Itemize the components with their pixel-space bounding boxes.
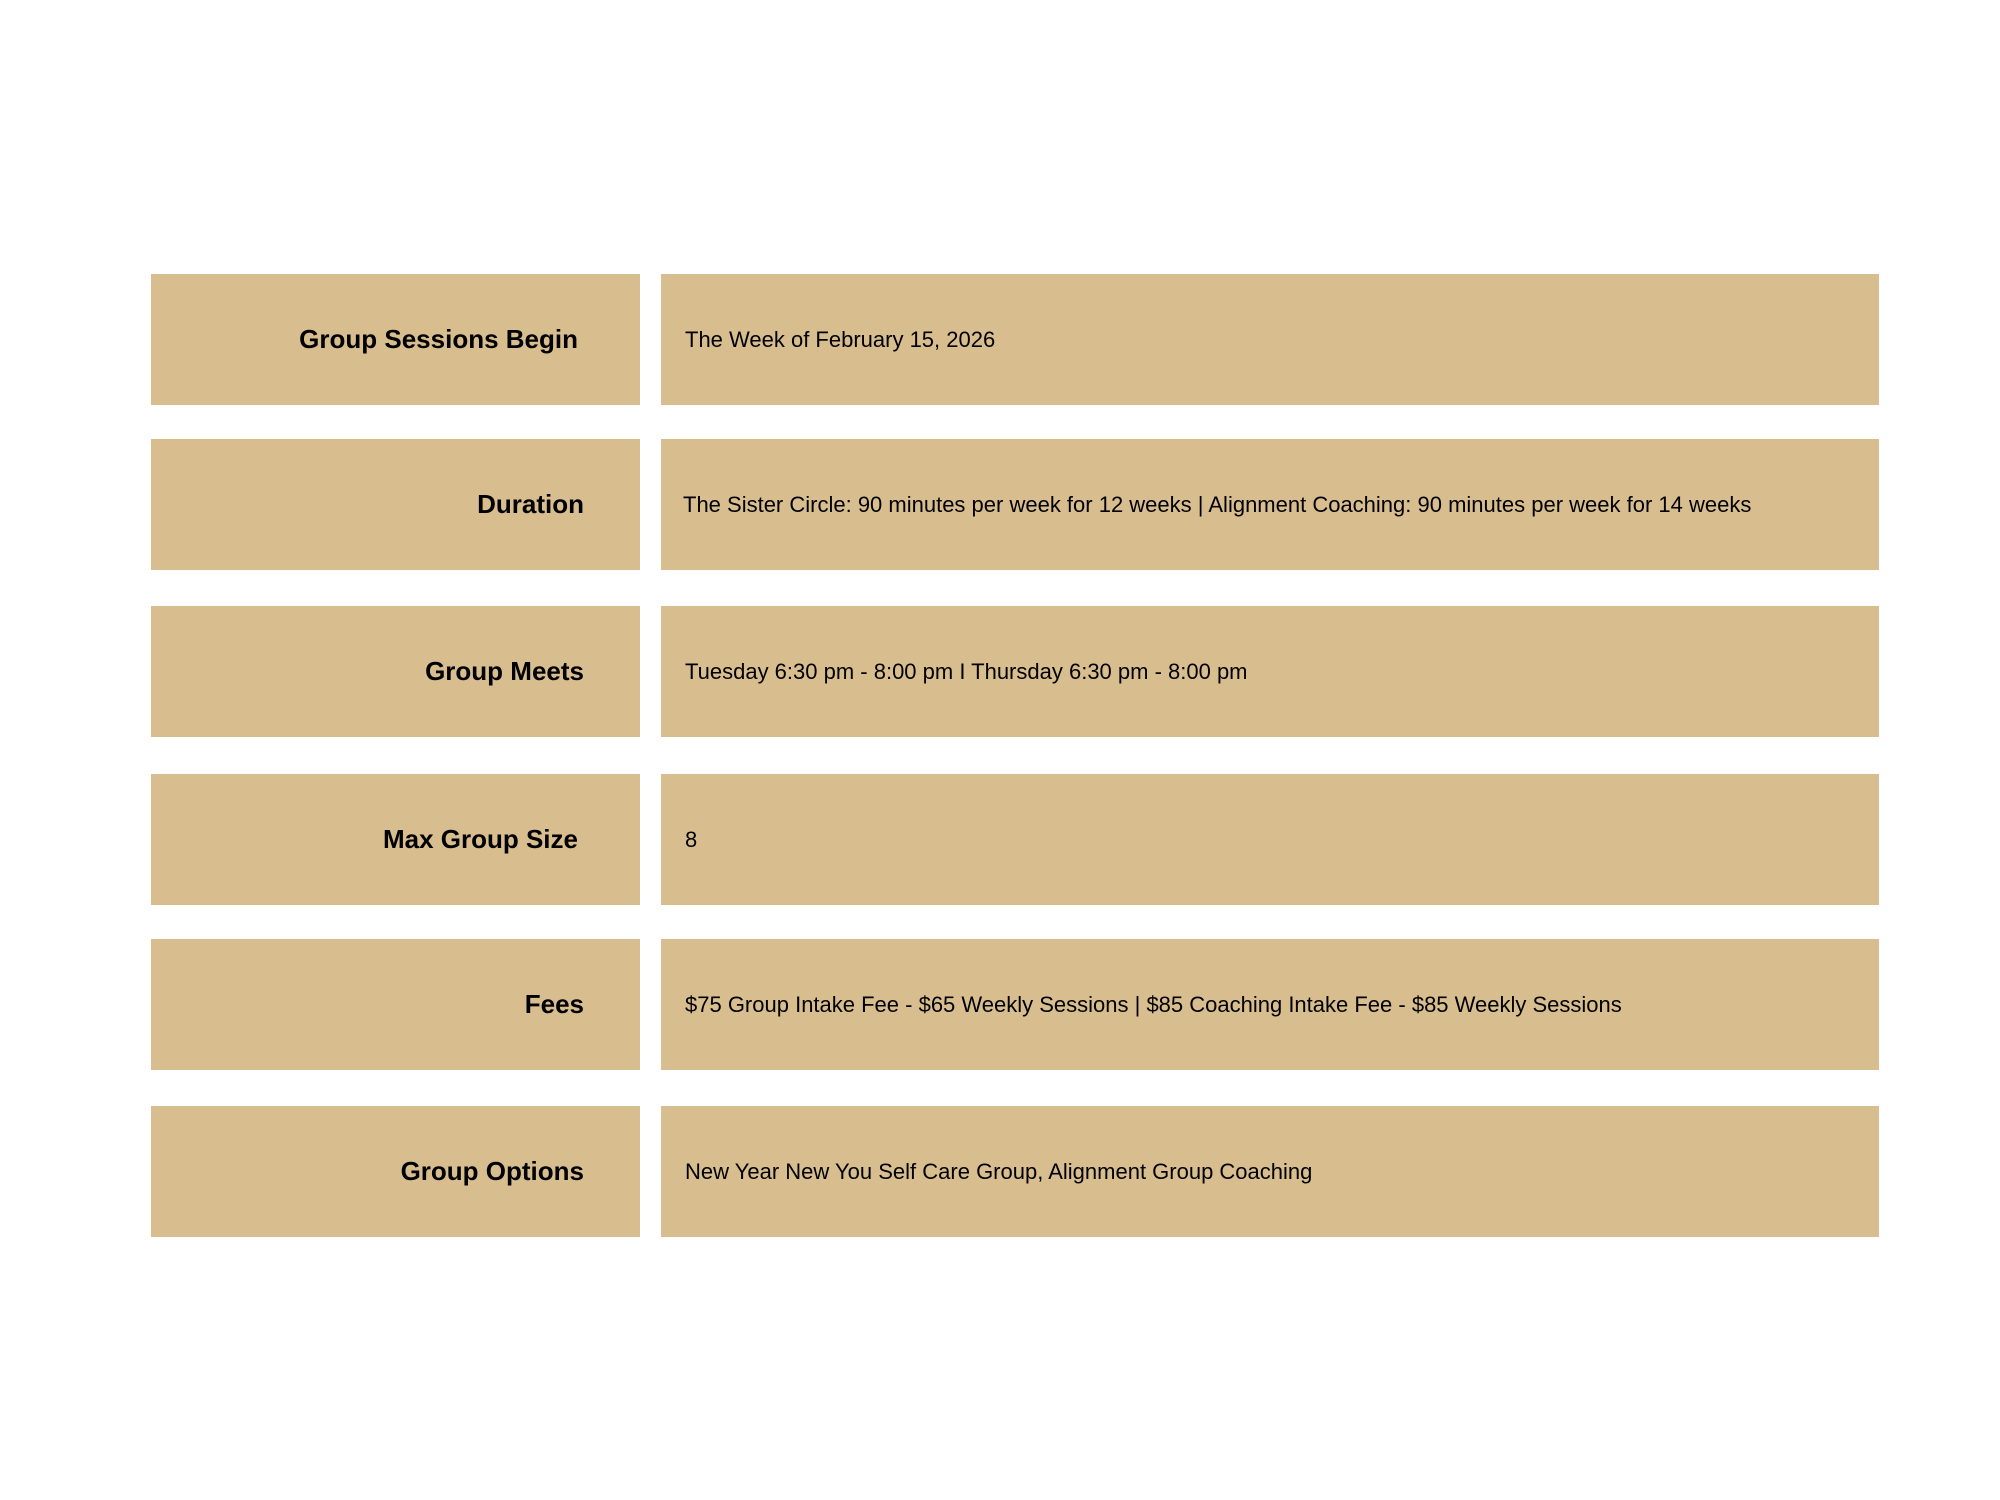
value-cell: [661, 439, 1879, 570]
label-cell: [151, 439, 640, 570]
row-value: The Week of February 15, 2026: [685, 326, 996, 352]
row-value: New Year New You Self Care Group, Alignment Group Coaching: [685, 1158, 1313, 1184]
label-cell: [151, 774, 640, 905]
row-label: Group Options: [400, 1156, 584, 1186]
row-value: $75 Group Intake Fee - $65 Weekly Sessions | $85 Coaching Intake Fee - $85 Weekly Sessions: [685, 991, 1622, 1017]
row-value: 8: [685, 826, 698, 852]
row-label: Group Sessions Begin: [299, 324, 578, 354]
row-label: Duration: [477, 489, 584, 519]
value-cell: [661, 774, 1879, 905]
label-cell: [151, 1106, 640, 1237]
value-cell: [661, 1106, 1879, 1237]
value-cell: [661, 606, 1879, 737]
row-label: Fees: [524, 989, 584, 1019]
row-value: The Sister Circle: 90 minutes per week for 12 weeks | Alignment Coaching: 90 minutes per week for 14 weeks: [683, 491, 1752, 517]
value-cell: [661, 274, 1879, 405]
label-cell: [151, 274, 640, 405]
label-cell: [151, 939, 640, 1070]
label-cell: [151, 606, 640, 737]
row-label: Max Group Size: [382, 824, 578, 854]
value-cell: [661, 939, 1879, 1070]
row-value: Tuesday 6:30 pm - 8:00 pm I Thursday 6:30 pm - 8:00 pm: [685, 658, 1248, 684]
row-label: Group Meets: [425, 656, 584, 686]
